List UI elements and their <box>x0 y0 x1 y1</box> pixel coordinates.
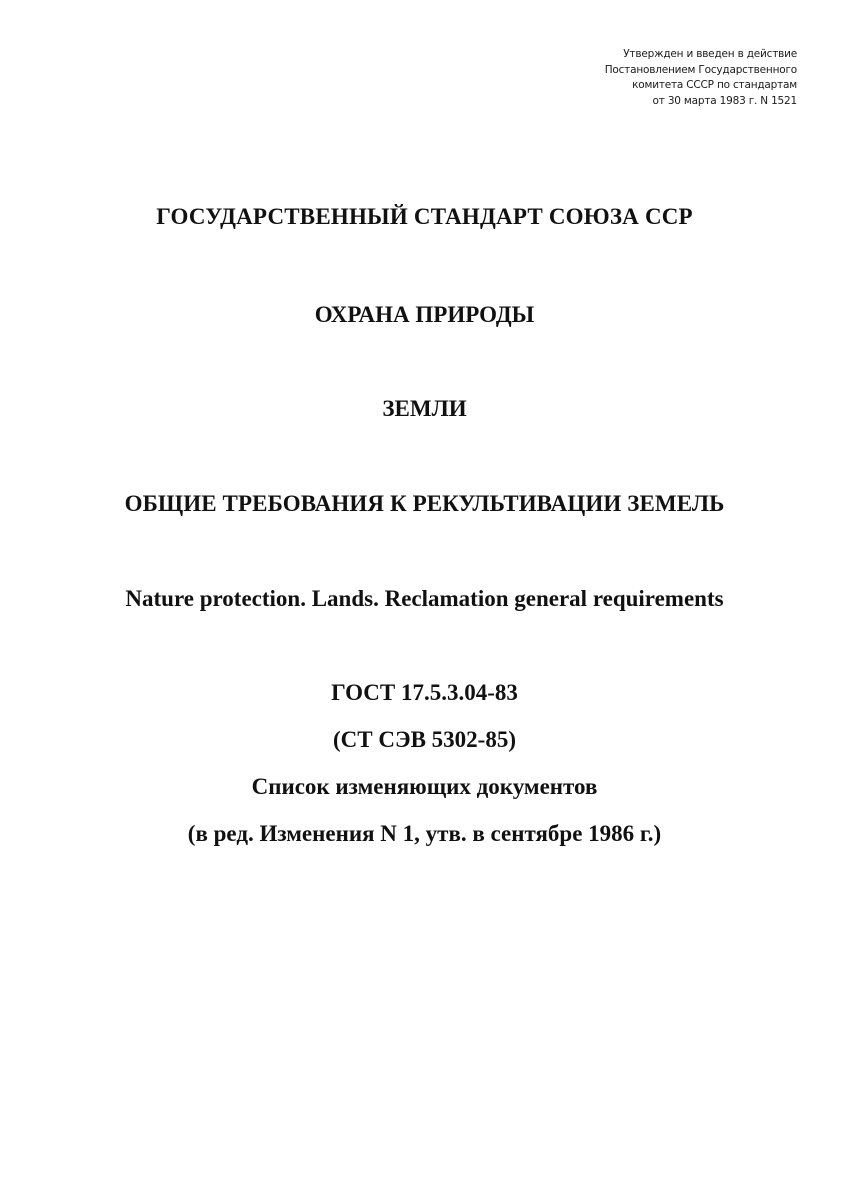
changes-list-label: Список изменяющих документов <box>251 774 598 799</box>
edition-note: (в ред. Изменения N 1, утв. в сентябре 1986 г.) <box>187 821 662 846</box>
nature-protection-heading: ОХРАНА ПРИРОДЫ <box>314 302 535 327</box>
lands-heading: ЗЕМЛИ <box>382 396 467 421</box>
approval-line-2: Постановлением Государственного <box>604 63 797 76</box>
english-title: Nature protection. Lands. Reclamation general requirements <box>125 586 724 611</box>
gost-number: ГОСТ 17.5.3.04-83 <box>331 680 518 705</box>
approval-line-3: комитета СССР по стандартам <box>632 79 797 91</box>
approval-line-1: Утвержден и введен в действие <box>623 48 797 60</box>
approval-line-4: от 30 марта 1983 г. N 1521 <box>652 94 797 107</box>
st-sev-number: (СТ СЭВ 5302-85) <box>333 727 516 752</box>
state-standard-heading: ГОСУДАРСТВЕННЫЙ СТАНДАРТ СОЮЗА ССР <box>156 204 693 229</box>
approval-block <box>605 47 797 109</box>
general-requirements-heading: ОБЩИЕ ТРЕБОВАНИЯ К РЕКУЛЬТИВАЦИИ ЗЕМЕЛЬ <box>124 491 725 516</box>
